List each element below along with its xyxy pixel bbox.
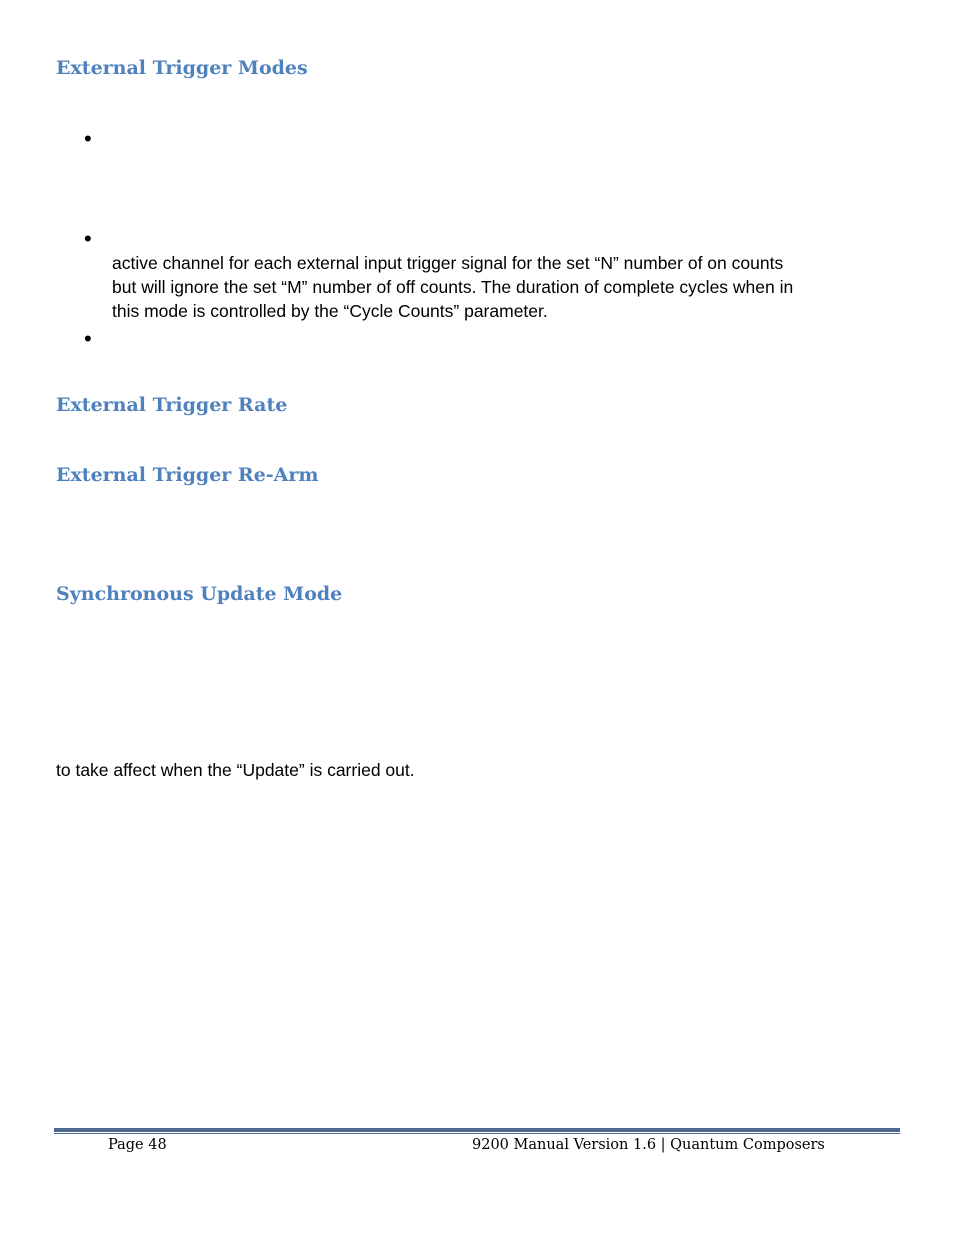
footer-rule-thin: [54, 1133, 900, 1134]
heading-external-trigger-modes: External Trigger Modes: [56, 57, 308, 79]
bullet-marker-3: •: [84, 326, 92, 351]
burst-mode-line-3: this mode is controlled by the “Cycle Counts” parameter.: [112, 301, 548, 321]
heading-external-trigger-rearm: External Trigger Re-Arm: [56, 464, 319, 486]
burst-mode-line-2: but will ignore the set “M” number of off counts. The duration of complete cycles when in: [112, 277, 794, 297]
footer-manual-title: 9200 Manual Version 1.6 | Quantum Composers: [472, 1137, 825, 1153]
footer-rule: [54, 1128, 900, 1132]
burst-mode-line-1: active channel for each external input trigger signal for the set “N” number of on counts: [112, 253, 784, 273]
heading-external-trigger-rate: External Trigger Rate: [56, 394, 288, 416]
bullet-marker-1: •: [84, 126, 92, 151]
heading-synchronous-update-mode: Synchronous Update Mode: [56, 583, 343, 605]
footer-page-number: Page 48: [108, 1137, 167, 1153]
sync-update-text: to take affect when the “Update” is carried out.: [56, 760, 415, 780]
bullet-marker-2: •: [84, 226, 92, 251]
